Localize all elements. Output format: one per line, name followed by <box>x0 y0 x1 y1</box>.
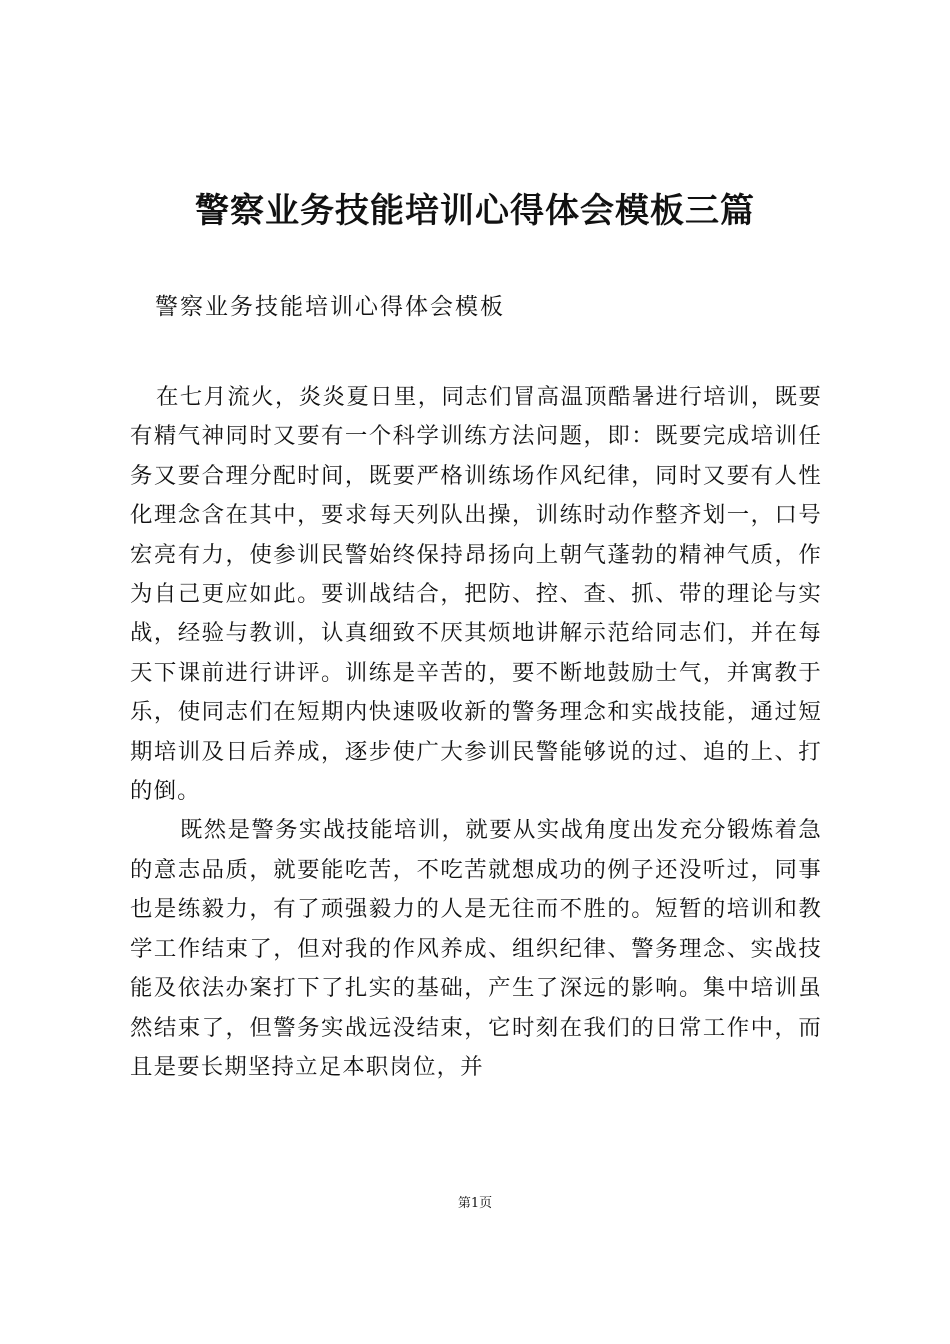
document-body <box>130 378 822 1087</box>
document-subtitle: 警察业务技能培训心得体会模板 <box>155 294 505 320</box>
document-title: 警察业务技能培训心得体会模板三篇 <box>195 191 755 231</box>
paragraph-2: 既然是警务实战技能培训，就要从实战角度出发充分锻炼着急的意志品质，就要能吃苦，不吃苦就想成功的例子还没听过，同事也是练毅力，有了顽强毅力的人是无往而不胜的。短暂的培训和教学工作结束了，但对我的作风养成、组织纪律、警务理念、实战技能及依法办案打下了扎实的基础，产生了深远的影响。集中培训虽然结束了，但警务实战远没结束，它时刻在我们的日常工作中，而且是要长期坚持立足本职岗位，并 <box>130 817 822 1080</box>
page-number: 第1页 <box>457 1196 493 1211</box>
paragraph-1: 在七月流火，炎炎夏日里，同志们冒高温顶酷暑进行培训，既要有精气神同时又要有一个科学训练方法问题，即：既要完成培训任务又要合理分配时间，既要严格训练场作风纪律，同时又要有人性化理念含在其中，要求每天列队出操，训练时动作整齐划一，口号宏亮有力，使参训民警始终保持昂扬向上朝气蓬勃的精神气质，作为自己更应如此。要训战结合，把防、控、查、抓、带的理论与实战，经验与教训，认真细致不厌其烦地讲解示范给同志们，并在每天下课前进行讲评。训练是辛苦的，要不断地鼓励士气，并寓教于乐，使同志们在短期内快速吸收新的警务理念和实战技能，通过短期培训及日后养成，逐步使广大参训民警能够说的过、追的上、打的倒。 <box>130 384 822 805</box>
